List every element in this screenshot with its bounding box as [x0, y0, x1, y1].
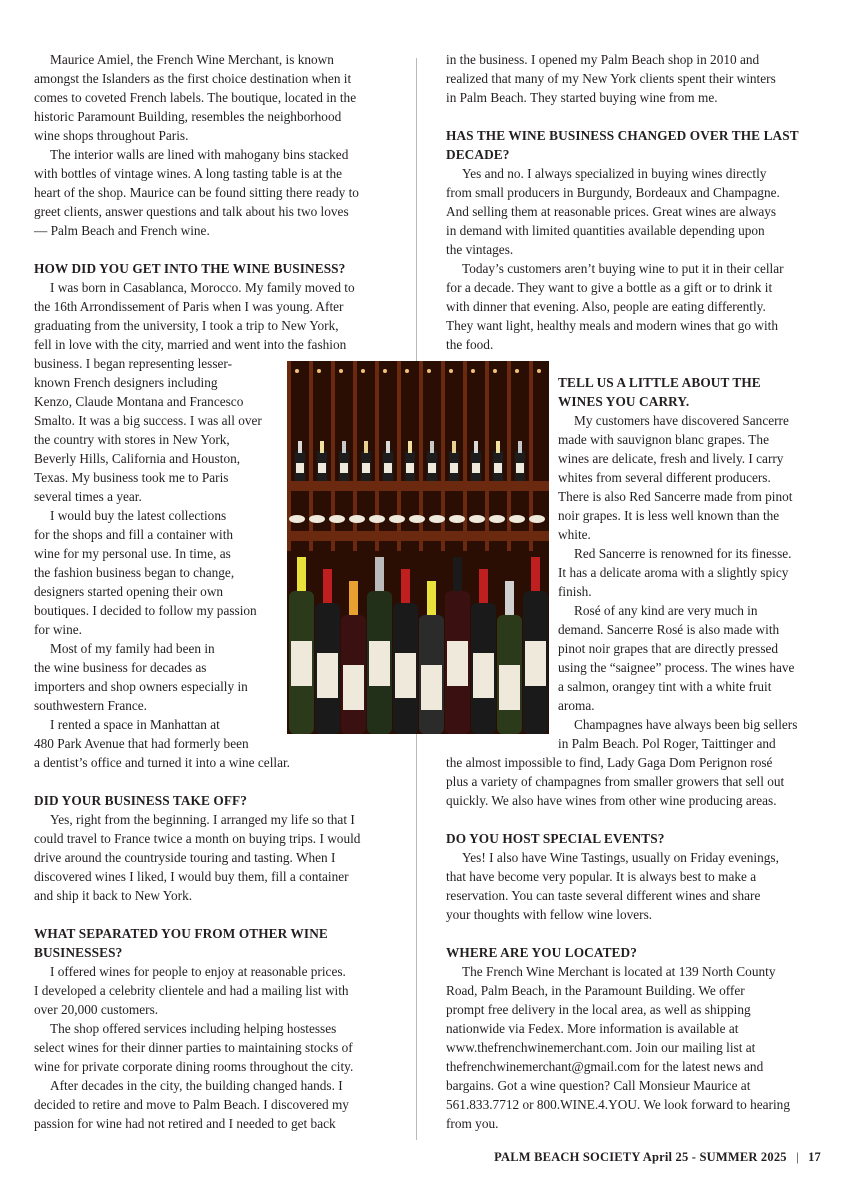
- shelf-light: [427, 369, 431, 373]
- shelf-light: [405, 369, 409, 373]
- text-line: whites from several different producers.: [558, 470, 771, 485]
- text-line: And selling them at reasonable prices. Great wines are always: [446, 204, 777, 219]
- text-line: quickly. We also have wines from other wine producing areas.: [446, 793, 777, 808]
- text-line: noir grapes. It is less well known than the: [558, 508, 780, 523]
- body-paragraph: [446, 259, 822, 354]
- bottle-end: [309, 515, 325, 523]
- body-paragraph: [558, 715, 822, 753]
- text-line: wine shops throughout Paris.: [34, 128, 189, 143]
- bottle-neck: [364, 441, 368, 453]
- text-line: WINES YOU CARRY.: [558, 394, 690, 409]
- text-line: Rosé of any kind are very much in: [574, 603, 758, 618]
- front-bottle-capsule: [401, 569, 410, 605]
- front-bottle-label: [473, 653, 494, 698]
- body-paragraph: [34, 1076, 395, 1133]
- bottle-neck: [342, 441, 346, 453]
- text-line: HOW DID YOU GET INTO THE WINE BUSINESS?: [34, 261, 346, 276]
- text-line: TELL US A LITTLE ABOUT THE: [558, 375, 761, 390]
- text-line: in demand with limited quantities available depending upon: [446, 223, 765, 238]
- wine-bottles-photo: [287, 361, 549, 734]
- text-line: I developed a celebrity clientele and had a mailing list with: [34, 983, 349, 998]
- front-bottle-label: [395, 653, 416, 698]
- text-line: the country with stores in New York,: [34, 432, 230, 447]
- section-heading: [558, 373, 822, 411]
- bottle-label: [318, 463, 326, 473]
- bottle-end: [469, 515, 485, 523]
- wine-shelf-illustration: [287, 361, 549, 734]
- shelf-light: [449, 369, 453, 373]
- body-paragraph: [34, 145, 395, 240]
- text-line: They want light, healthy meals and modern wines that go with: [446, 318, 778, 333]
- text-line: white.: [558, 527, 591, 542]
- text-line: importers and shop owners especially in: [34, 679, 248, 694]
- front-bottle-label: [369, 641, 390, 686]
- body-paragraph: [446, 848, 822, 924]
- body-paragraph: [446, 50, 822, 107]
- text-line: with dinner that evening. Also, people are eating differently.: [446, 299, 766, 314]
- section-heading: [34, 791, 395, 810]
- section-heading: [446, 943, 822, 962]
- section-heading: [446, 126, 822, 164]
- bottle-end: [329, 515, 345, 523]
- bottle-end: [429, 515, 445, 523]
- text-line: using the “saignee” process. The wines have: [558, 660, 795, 675]
- bottle-end: [369, 515, 385, 523]
- front-bottle-capsule: [323, 569, 332, 605]
- bottle-label: [384, 463, 392, 473]
- text-line: I offered wines for people to enjoy at reasonable prices.: [50, 964, 346, 979]
- text-line: plus a variety of champagnes from smaller growers that sell out: [446, 774, 785, 789]
- text-line: Most of my family had been in: [50, 641, 215, 656]
- text-line: the wine business for decades as: [34, 660, 207, 675]
- text-line: wine for my personal use. In time, as: [34, 546, 231, 561]
- text-line: WHERE ARE YOU LOCATED?: [446, 945, 637, 960]
- shelf-divider: [441, 361, 445, 551]
- page-number: 17: [808, 1150, 821, 1164]
- text-line: that have become very popular. It is always best to make a: [446, 869, 757, 884]
- text-line: DID YOUR BUSINESS TAKE OFF?: [34, 793, 248, 808]
- text-line: — Palm Beach and French wine.: [34, 223, 210, 238]
- text-line: Yes, right from the beginning. I arranged my life so that I: [50, 812, 355, 827]
- shelf-divider: [485, 361, 489, 551]
- text-line: drive around the countryside touring and tasting. When I: [34, 850, 336, 865]
- bottle-neck: [518, 441, 522, 453]
- text-line: the fashion business began to change,: [34, 565, 235, 580]
- text-line: Today’s customers aren’t buying wine to put it in their cellar: [462, 261, 784, 276]
- text-line: nationwide via Fedex. More information is available at: [446, 1021, 739, 1036]
- text-line: passion for wine had not retired and I needed to get back: [34, 1116, 336, 1131]
- body-paragraph: [446, 164, 822, 259]
- section-heading: [34, 259, 395, 278]
- text-line: Champagnes have always been big sellers: [574, 717, 798, 732]
- text-line: discovered wines I liked, I would buy them, fill a container: [34, 869, 349, 884]
- front-bottle-capsule: [505, 581, 514, 617]
- bottle-end: [389, 515, 405, 523]
- text-line: in the business. I opened my Palm Beach shop in 2010 and: [446, 52, 760, 67]
- publication-name: PALM BEACH SOCIETY: [494, 1150, 641, 1164]
- body-paragraph: [34, 1019, 395, 1076]
- text-line: amongst the Islanders as the first choice destination when it: [34, 71, 352, 86]
- front-bottle-label: [447, 641, 468, 686]
- text-line: Yes! I also have Wine Tastings, usually on Friday evenings,: [462, 850, 779, 865]
- text-line: DECADE?: [446, 147, 510, 162]
- bottle-end: [349, 515, 365, 523]
- text-line: from small producers in Burgundy, Bordeaux and Champagne.: [446, 185, 780, 200]
- section-heading: [446, 829, 822, 848]
- text-line: with bottles of vintage wines. A long tasting table is at the: [34, 166, 343, 181]
- text-line: thefrenchwinemerchant@gmail.com for the latest news and: [446, 1059, 764, 1074]
- text-line: in Palm Beach. Pol Roger, Taittinger and: [558, 736, 776, 751]
- front-bottle-capsule: [479, 569, 488, 605]
- bottle-end: [529, 515, 545, 523]
- bottle-label: [340, 463, 348, 473]
- text-line: Red Sancerre is renowned for its finesse.: [574, 546, 792, 561]
- text-line: the 16th Arrondissement of Paris when I was young. After: [34, 299, 344, 314]
- body-paragraph: [446, 753, 822, 810]
- text-line: wines are delicate, fresh and lively. I carry: [558, 451, 784, 466]
- text-line: Smalto. It was a big success. I was all over: [34, 413, 262, 428]
- text-line: The shop offered services including helping hostesses: [50, 1021, 337, 1036]
- text-line: pinot noir grapes that are directly pressed: [558, 641, 779, 656]
- text-line: Yes and no. I always specialized in buying wines directly: [462, 166, 767, 181]
- text-line: a dentist’s office and turned it into a wine cellar.: [34, 755, 291, 770]
- issue-date: April 25 - SUMMER 2025: [642, 1150, 787, 1164]
- text-line: several times a year.: [34, 489, 142, 504]
- text-line: My customers have discovered Sancerre: [574, 413, 789, 428]
- text-line: designers started opening their own: [34, 584, 224, 599]
- bottle-label: [494, 463, 502, 473]
- bottle-neck: [496, 441, 500, 453]
- shelf-light: [493, 369, 497, 373]
- text-line: I would buy the latest collections: [50, 508, 227, 523]
- body-paragraph: [446, 962, 822, 1133]
- bottle-neck: [452, 441, 456, 453]
- front-bottle-label: [525, 641, 546, 686]
- bottle-label: [428, 463, 436, 473]
- shelf-light: [515, 369, 519, 373]
- text-line: southwestern France.: [34, 698, 147, 713]
- front-bottle-label: [291, 641, 312, 686]
- text-line: select wines for their dinner parties to maintaining stocks of: [34, 1040, 353, 1055]
- text-line: the vintages.: [446, 242, 514, 257]
- body-paragraph: [558, 601, 822, 715]
- bottle-label: [450, 463, 458, 473]
- bottle-neck: [474, 441, 478, 453]
- text-line: bargains. Got a wine question? Call Monsieur Maurice at: [446, 1078, 751, 1093]
- text-line: finish.: [558, 584, 592, 599]
- text-line: 561.833.7712 or 800.WINE.4.YOU. We look forward to hearing: [446, 1097, 790, 1112]
- text-line: graduating from the university, I took a trip to New York,: [34, 318, 339, 333]
- front-bottle-capsule: [349, 581, 358, 617]
- front-bottle-capsule: [427, 581, 436, 617]
- text-line: known French designers including: [34, 375, 218, 390]
- text-line: for wine.: [34, 622, 82, 637]
- text-line: Beverly Hills, California and Houston,: [34, 451, 241, 466]
- bottle-end: [409, 515, 425, 523]
- text-line: boutiques. I decided to follow my passion: [34, 603, 257, 618]
- shelf-light: [295, 369, 299, 373]
- text-line: The French Wine Merchant is located at 139 North County: [462, 964, 776, 979]
- text-line: over 20,000 customers.: [34, 1002, 159, 1017]
- bottle-label: [296, 463, 304, 473]
- text-line: DO YOU HOST SPECIAL EVENTS?: [446, 831, 665, 846]
- text-line: historic Paramount Building, resembles the neighborhood: [34, 109, 342, 124]
- body-paragraph: [34, 962, 395, 1019]
- text-line: Maurice Amiel, the French Wine Merchant, is known: [50, 52, 334, 67]
- bottle-neck: [430, 441, 434, 453]
- text-line: It has a delicate aroma with a slightly spicy: [558, 565, 789, 580]
- shelf-divider: [463, 361, 467, 551]
- shelf-light: [339, 369, 343, 373]
- text-line: business. I began representing lesser-: [34, 356, 233, 371]
- text-line: There is also Red Sancerre made from pinot: [558, 489, 793, 504]
- shelf-board: [287, 481, 549, 491]
- front-bottle-label: [499, 665, 520, 710]
- text-line: could travel to France twice a month on buying trips. I would: [34, 831, 361, 846]
- page-footer: [494, 1150, 821, 1165]
- text-line: I was born in Casablanca, Morocco. My family moved to: [50, 280, 355, 295]
- bottle-end: [449, 515, 465, 523]
- text-line: comes to coveted French labels. The boutique, located in the: [34, 90, 357, 105]
- shelf-light: [471, 369, 475, 373]
- bottle-label: [472, 463, 480, 473]
- shelf-divider: [529, 361, 533, 551]
- shelf-light: [317, 369, 321, 373]
- bottle-label: [406, 463, 414, 473]
- body-paragraph: [34, 50, 395, 145]
- text-line: in Palm Beach. They started buying wine from me.: [446, 90, 718, 105]
- front-bottle-label: [421, 665, 442, 710]
- shelf-divider: [309, 361, 313, 551]
- bottle-label: [362, 463, 370, 473]
- text-line: aroma.: [558, 698, 595, 713]
- text-line: for the shops and fill a container with: [34, 527, 234, 542]
- text-line: Kenzo, Claude Montana and Francesco: [34, 394, 244, 409]
- text-line: After decades in the city, the building changed hands. I: [50, 1078, 343, 1093]
- body-paragraph: [558, 544, 822, 601]
- text-line: heart of the shop. Maurice can be found sitting there ready to: [34, 185, 359, 200]
- text-line: I rented a space in Manhattan at: [50, 717, 220, 732]
- text-line: the almost impossible to find, Lady Gaga Dom Perignon rosé: [446, 755, 773, 770]
- front-bottle-capsule: [453, 557, 462, 593]
- text-line: demand. Sancerre Rosé is also made with: [558, 622, 780, 637]
- text-line: the food.: [446, 337, 494, 352]
- front-bottle-capsule: [375, 557, 384, 593]
- front-bottle-capsule: [297, 557, 306, 593]
- text-line: a salmon, orangey tint with a white fruit: [558, 679, 772, 694]
- text-line: www.thefrenchwinemerchant.com. Join our mailing list at: [446, 1040, 756, 1055]
- bottle-neck: [386, 441, 390, 453]
- text-line: prompt free delivery in the local area, as well as shipping: [446, 1002, 751, 1017]
- text-line: for a decade. They want to give a bottle as a gift or to drink it: [446, 280, 773, 295]
- front-bottle-label: [317, 653, 338, 698]
- front-bottle-capsule: [531, 557, 540, 593]
- text-line: 480 Park Avenue that had formerly been: [34, 736, 249, 751]
- text-line: made with sauvignon blanc grapes. The: [558, 432, 769, 447]
- shelf-divider: [287, 361, 291, 551]
- text-line: The interior walls are lined with mahogany bins stacked: [50, 147, 349, 162]
- text-line: decided to retire and move to Palm Beach. I discovered my: [34, 1097, 349, 1112]
- text-line: Texas. My business took me to Paris: [34, 470, 229, 485]
- bottle-neck: [408, 441, 412, 453]
- footer-separator: |: [796, 1150, 799, 1164]
- bottle-neck: [298, 441, 302, 453]
- text-line: greet clients, answer questions and talk about his two loves: [34, 204, 349, 219]
- text-line: wine for private corporate dining rooms throughout the city.: [34, 1059, 354, 1074]
- body-paragraph: [34, 810, 395, 905]
- text-line: BUSINESSES?: [34, 945, 123, 960]
- text-line: WHAT SEPARATED YOU FROM OTHER WINE: [34, 926, 328, 941]
- text-line: reservation. You can taste several different wines and share: [446, 888, 761, 903]
- section-heading: [34, 924, 395, 962]
- bottle-label: [516, 463, 524, 473]
- text-line: from you.: [446, 1116, 499, 1131]
- text-line: and ship it back to New York.: [34, 888, 193, 903]
- bottle-neck: [320, 441, 324, 453]
- text-line: HAS THE WINE BUSINESS CHANGED OVER THE LAST: [446, 128, 799, 143]
- bottle-end: [489, 515, 505, 523]
- shelf-light: [537, 369, 541, 373]
- shelf-board: [287, 531, 549, 541]
- bottle-end: [509, 515, 525, 523]
- body-paragraph: [558, 411, 822, 544]
- front-bottle-label: [343, 665, 364, 710]
- text-line: Road, Palm Beach, in the Paramount Building. We offer: [446, 983, 745, 998]
- shelf-light: [361, 369, 365, 373]
- text-line: realized that many of my New York clients spent their winters: [446, 71, 776, 86]
- text-line: your thoughts with fellow wine lovers.: [446, 907, 653, 922]
- shelf-divider: [507, 361, 511, 551]
- shelf-light: [383, 369, 387, 373]
- text-line: fell in love with the city, married and went into the fashion: [34, 337, 347, 352]
- bottle-end: [289, 515, 305, 523]
